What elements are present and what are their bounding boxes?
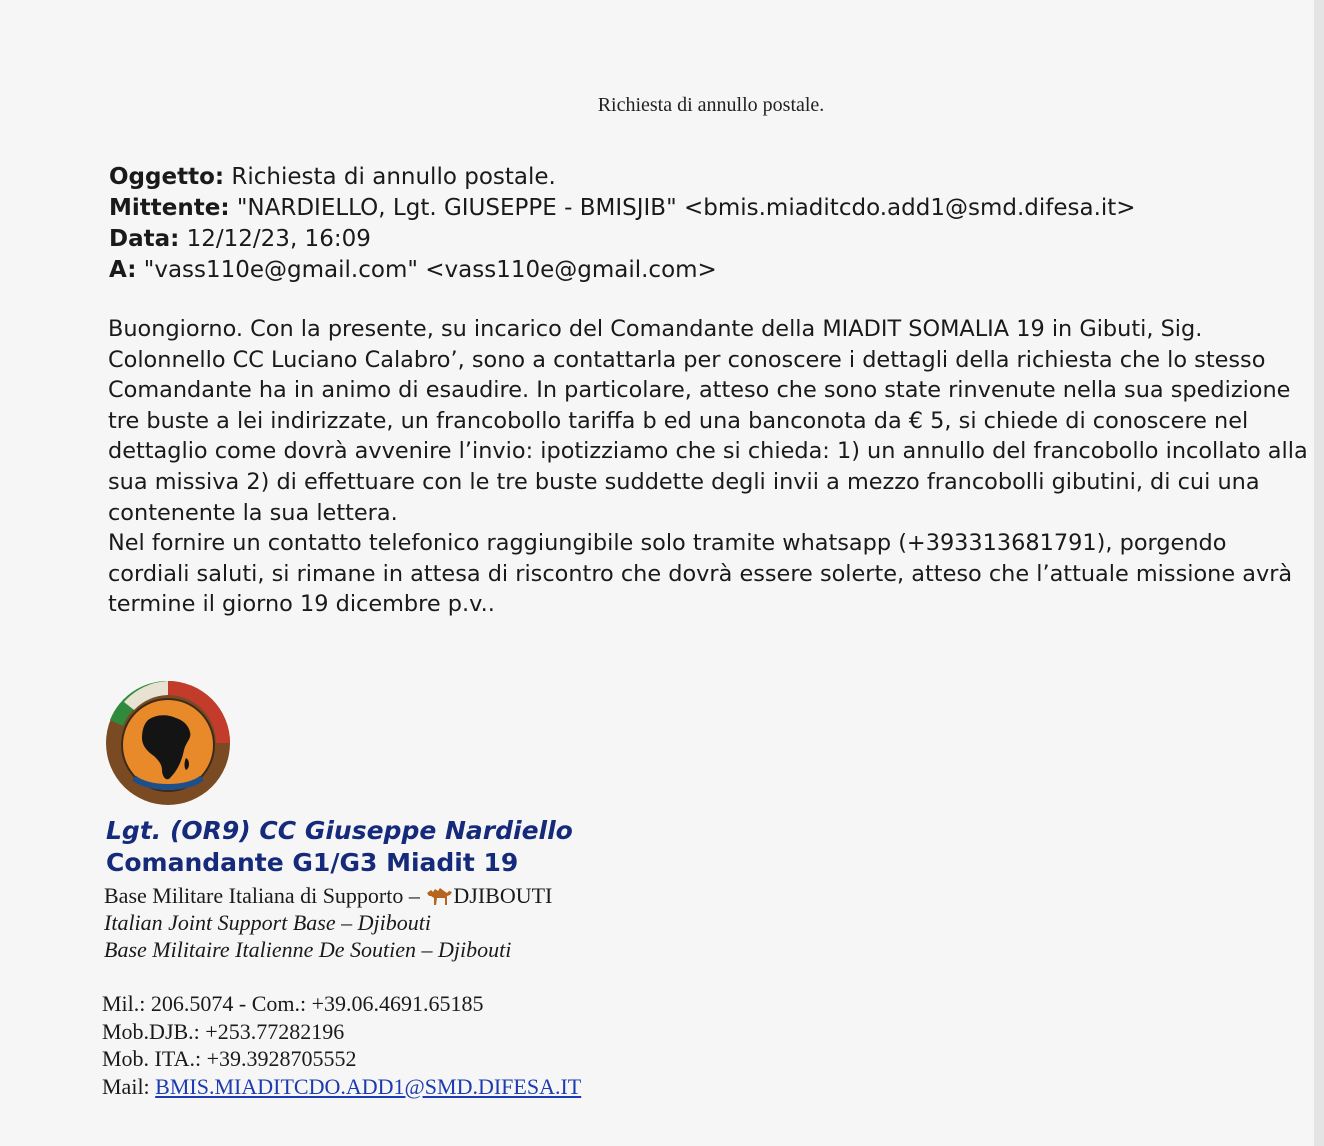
to-value: "vass110e@gmail.com" <vass110e@gmail.com> xyxy=(143,257,717,283)
from-value: "NARDIELLO, Lgt. GIUSEPPE - BMISJIB" <bmis.miaditcdo.add1@smd.difesa.it> xyxy=(236,195,1136,221)
miadit-africa-emblem-icon xyxy=(104,680,232,806)
unit-english: Italian Joint Support Base – Djibouti xyxy=(104,910,431,935)
body-paragraph: Nel fornire un contatto telefonico raggiungibile solo tramite whatsapp (+393313681791), porgendo cordiali saluti, si rimane in attesa di riscontro che dovrà essere solerte, atteso che l’attuale missione avrà termine il giorno 19 dicembre p.v.. xyxy=(108,530,1293,618)
contact-mob-djb: Mob.DJB.: +253.77282196 xyxy=(102,1018,345,1044)
email-body xyxy=(108,314,1308,620)
date-row xyxy=(109,224,1136,255)
mail-label: Mail: xyxy=(102,1073,156,1099)
email-headers xyxy=(109,162,1136,286)
to-row xyxy=(109,255,1136,286)
from-row xyxy=(109,193,1136,224)
signature-role: Comandante G1/G3 Miadit 19 xyxy=(106,848,519,877)
mail-link[interactable]: BMIS.MIADITCDO.ADD1@SMD.DIFESA.IT xyxy=(155,1073,582,1099)
subject-row xyxy=(109,162,1136,193)
date-label: Data: xyxy=(109,226,180,252)
scan-edge xyxy=(1314,0,1324,1146)
contact-mil: Mil.: 206.5074 - Com.: +39.06.4691.65185 xyxy=(102,991,484,1016)
contact-info xyxy=(102,990,581,1100)
contact-mail-row xyxy=(102,1073,581,1101)
subject-value: Richiesta di annullo postale. xyxy=(231,164,556,190)
print-header: Richiesta di annullo postale. xyxy=(597,94,825,116)
to-label: A: xyxy=(109,257,137,283)
signature-name: Lgt. (OR9) CC Giuseppe Nardiello xyxy=(106,816,573,845)
from-label: Mittente: xyxy=(109,195,230,221)
camel-icon xyxy=(425,885,453,907)
body-paragraph: Buongiorno. Con la presente, su incarico del Comandante della MIADIT SOMALIA 19 in Gibuti, Sig. Colonnello CC Luciano Calabro’, sono a contattarla per conoscere i dettagli della richiesta che lo stesso Comandante ha in animo di esaudire. In particolare, atteso che sono state rinvenute nella sua spedizione tre buste a lei indirizzate, un francobollo tariffa b ed una banconota da € 5, si chiede di conoscere nel dettaglio come dovrà avvenire l’invio: ipotizziamo che si chieda: 1) un annullo del francobollo incollato alla sua missiva 2) di effettuare con le tre buste suddette degli invii a mezzo francobolli gibutini, di cui una contenente la sua lettera. xyxy=(108,316,1308,526)
signature-unit xyxy=(104,882,552,963)
subject-label: Oggetto: xyxy=(109,164,225,190)
unit-italian: Base Militare Italiana di Supporto – DJIBOUTI xyxy=(104,883,553,908)
date-value: 12/12/23, 16:09 xyxy=(186,226,371,252)
unit-french: Base Militaire Italienne De Soutien – Djibouti xyxy=(104,937,512,962)
contact-mob-ita: Mob. ITA.: +39.3928705552 xyxy=(102,1046,357,1071)
